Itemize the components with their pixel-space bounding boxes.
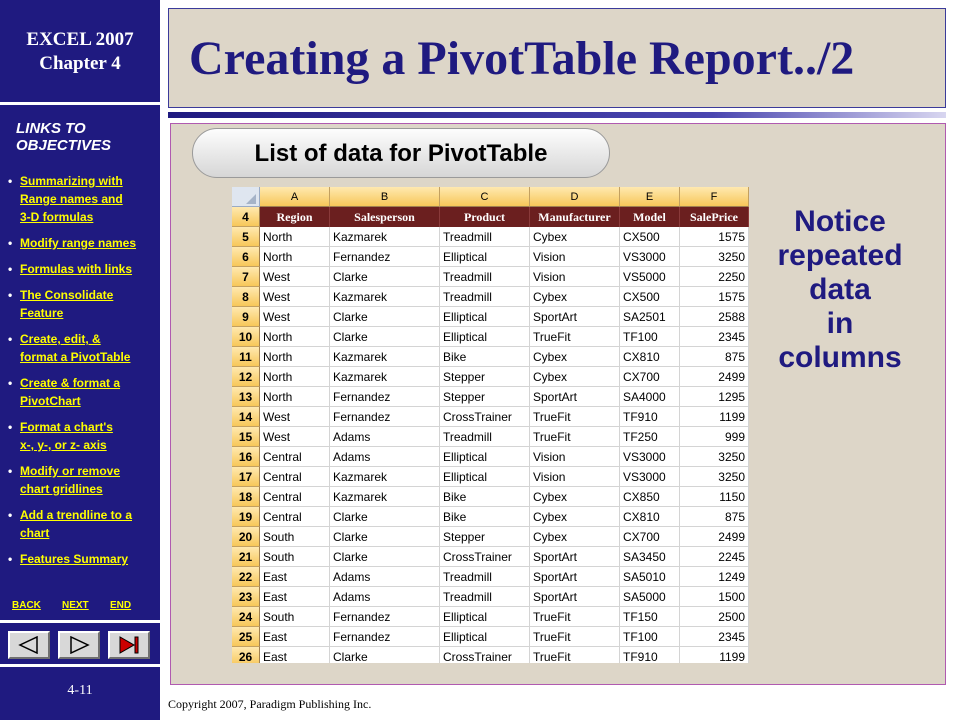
links-heading-line2: OBJECTIVES	[16, 137, 112, 154]
table-cell[interactable]: SA2501	[620, 307, 680, 327]
spreadsheet	[232, 187, 749, 663]
bullet-icon: •	[8, 174, 13, 188]
table-cell[interactable]: Clarke	[330, 547, 440, 567]
table-cell[interactable]: 1500	[680, 587, 749, 607]
row-header[interactable]: 22	[232, 567, 260, 587]
table-cell[interactable]: Stepper	[440, 367, 530, 387]
table-header-cell[interactable]: Salesperson	[330, 207, 440, 227]
table-header-cell[interactable]: Region	[260, 207, 330, 227]
table-cell[interactable]: Central	[260, 447, 330, 467]
objective-link-item	[8, 462, 158, 498]
table-cell[interactable]: Clarke	[330, 307, 440, 327]
table-cell[interactable]: Elliptical	[440, 447, 530, 467]
table-cell[interactable]: 2500	[680, 607, 749, 627]
list-caption: List of data for PivotTable	[192, 128, 610, 178]
table-cell[interactable]: Vision	[530, 267, 620, 287]
table-cell[interactable]: TrueFit	[530, 327, 620, 347]
objective-link-line2[interactable]: chart	[20, 526, 50, 540]
table-cell[interactable]: 1575	[680, 287, 749, 307]
row-header[interactable]: 20	[232, 527, 260, 547]
table-cell[interactable]: Stepper	[440, 527, 530, 547]
table-cell[interactable]: South	[260, 527, 330, 547]
table-cell[interactable]: Bike	[440, 507, 530, 527]
table-cell[interactable]: TrueFit	[530, 427, 620, 447]
table-cell[interactable]: SportArt	[530, 567, 620, 587]
table-cell[interactable]: TF250	[620, 427, 680, 447]
column-header[interactable]: C	[440, 187, 530, 207]
objective-link-line1[interactable]: Create, edit, &	[20, 332, 101, 346]
objective-link-item	[8, 550, 158, 568]
table-cell[interactable]: VS3000	[620, 247, 680, 267]
table-cell[interactable]: CX500	[620, 287, 680, 307]
table-cell[interactable]: Treadmill	[440, 267, 530, 287]
table-cell[interactable]: SA3450	[620, 547, 680, 567]
objective-link-line1[interactable]: Format a chart's	[20, 420, 113, 434]
nav-divider-top	[0, 620, 160, 623]
table-cell[interactable]: Stepper	[440, 387, 530, 407]
objective-link-item	[8, 506, 158, 542]
row-header[interactable]: 9	[232, 307, 260, 327]
objective-link-line2[interactable]: x-, y-, or z- axis	[20, 438, 107, 452]
table-cell[interactable]: Kazmarek	[330, 367, 440, 387]
table-cell[interactable]: 999	[680, 427, 749, 447]
objective-link-line2[interactable]: format a PivotTable	[20, 350, 131, 364]
table-cell[interactable]: TrueFit	[530, 407, 620, 427]
table-cell[interactable]: 2588	[680, 307, 749, 327]
next-slide-button[interactable]	[58, 631, 100, 659]
table-cell[interactable]: West	[260, 427, 330, 447]
objective-links	[8, 172, 158, 576]
table-cell[interactable]: CX700	[620, 367, 680, 387]
table-cell[interactable]: Treadmill	[440, 567, 530, 587]
table-header-cell[interactable]: SalePrice	[680, 207, 749, 227]
bullet-icon: •	[8, 552, 13, 566]
bullet-icon: •	[8, 508, 13, 522]
objective-link[interactable]	[20, 260, 158, 278]
table-cell[interactable]: North	[260, 347, 330, 367]
table-cell[interactable]: West	[260, 407, 330, 427]
page-title: Creating a PivotTable Report../2	[189, 32, 855, 85]
table-cell[interactable]: Adams	[330, 587, 440, 607]
notice-line4: in	[826, 307, 854, 340]
table-cell[interactable]: Cybex	[530, 487, 620, 507]
title-underline	[168, 112, 946, 118]
table-cell[interactable]: 1150	[680, 487, 749, 507]
links-heading-line1: LINKS TO	[16, 120, 86, 137]
table-header-cell[interactable]: Manufacturer	[530, 207, 620, 227]
table-cell[interactable]: Elliptical	[440, 327, 530, 347]
row-header[interactable]: 17	[232, 467, 260, 487]
objective-link-item	[8, 260, 158, 278]
objective-link-line1[interactable]: Summarizing with	[20, 174, 123, 188]
table-cell[interactable]: South	[260, 547, 330, 567]
table-cell[interactable]: Kazmarek	[330, 227, 440, 247]
last-slide-button[interactable]	[108, 631, 150, 659]
bullet-icon: •	[8, 420, 13, 434]
objective-link-line1[interactable]: The Consolidate	[20, 288, 114, 302]
table-cell[interactable]: Treadmill	[440, 287, 530, 307]
table-cell[interactable]: Clarke	[330, 267, 440, 287]
select-all-icon	[246, 194, 256, 204]
row-header[interactable]: 19	[232, 507, 260, 527]
table-cell[interactable]: 875	[680, 347, 749, 367]
row-header[interactable]: 11	[232, 347, 260, 367]
table-cell[interactable]: TrueFit	[530, 607, 620, 627]
table-cell[interactable]: SA5010	[620, 567, 680, 587]
copyright: Copyright 2007, Paradigm Publishing Inc.	[168, 697, 372, 711]
table-cell[interactable]: CX810	[620, 507, 680, 527]
table-cell[interactable]: VS3000	[620, 467, 680, 487]
objective-link-line1[interactable]: Modify or remove	[20, 464, 121, 478]
row-header[interactable]: 5	[232, 227, 260, 247]
objective-link[interactable]	[20, 418, 158, 454]
table-cell[interactable]: CrossTrainer	[440, 647, 530, 663]
table-cell[interactable]: Elliptical	[440, 467, 530, 487]
objective-link-item	[8, 374, 158, 410]
table-cell[interactable]: 2345	[680, 627, 749, 647]
select-all-corner[interactable]	[232, 187, 260, 207]
row-header[interactable]: 23	[232, 587, 260, 607]
sidebar-divider	[0, 102, 160, 105]
row-header[interactable]: 13	[232, 387, 260, 407]
row-header[interactable]: 26	[232, 647, 260, 663]
table-cell[interactable]: Cybex	[530, 367, 620, 387]
chapter-heading-line2: Chapter 4	[39, 53, 121, 74]
column-header[interactable]: A	[260, 187, 330, 207]
table-cell[interactable]: TF100	[620, 327, 680, 347]
table-cell[interactable]: East	[260, 587, 330, 607]
column-header[interactable]: E	[620, 187, 680, 207]
table-cell[interactable]: North	[260, 367, 330, 387]
chapter-heading	[0, 28, 160, 76]
table-cell[interactable]: North	[260, 247, 330, 267]
objective-link-line1[interactable]: Modify range names	[20, 236, 137, 250]
table-cell[interactable]: East	[260, 647, 330, 663]
page-number: 4-11	[67, 683, 93, 698]
next-link[interactable]: NEXT	[62, 600, 89, 611]
table-cell[interactable]: Elliptical	[440, 607, 530, 627]
notice-line3: data	[809, 273, 871, 306]
table-cell[interactable]: Vision	[530, 447, 620, 467]
table-cell[interactable]: Central	[260, 487, 330, 507]
table-cell[interactable]: Clarke	[330, 647, 440, 663]
table-cell[interactable]: Treadmill	[440, 427, 530, 447]
end-link[interactable]: END	[110, 600, 132, 611]
table-cell[interactable]: Adams	[330, 427, 440, 447]
sidebar	[0, 0, 160, 720]
table-cell[interactable]: 2499	[680, 367, 749, 387]
table-cell[interactable]: Kazmarek	[330, 287, 440, 307]
objective-link-item	[8, 286, 158, 322]
objective-link[interactable]	[20, 330, 158, 366]
table-cell[interactable]: TF910	[620, 407, 680, 427]
table-cell[interactable]: SportArt	[530, 307, 620, 327]
table-cell[interactable]: Fernandez	[330, 607, 440, 627]
objective-link-item	[8, 418, 158, 454]
objective-link-line2[interactable]: chart gridlines	[20, 482, 103, 496]
table-cell[interactable]: TrueFit	[530, 627, 620, 647]
table-cell[interactable]: SportArt	[530, 547, 620, 567]
table-cell[interactable]: West	[260, 307, 330, 327]
table-cell[interactable]: 2345	[680, 327, 749, 347]
table-cell[interactable]: TrueFit	[530, 647, 620, 663]
table-cell[interactable]: Central	[260, 467, 330, 487]
table-cell[interactable]: Elliptical	[440, 627, 530, 647]
back-link[interactable]: BACK	[12, 600, 41, 611]
objective-link[interactable]	[20, 374, 158, 410]
table-cell[interactable]: 3250	[680, 467, 749, 487]
objective-link[interactable]	[20, 506, 158, 542]
table-cell[interactable]: TF910	[620, 647, 680, 663]
table-cell[interactable]: Kazmarek	[330, 487, 440, 507]
table-cell[interactable]: Clarke	[330, 527, 440, 547]
objective-link-line2[interactable]: PivotChart	[20, 394, 81, 408]
table-cell[interactable]: Cybex	[530, 527, 620, 547]
table-cell[interactable]: Elliptical	[440, 307, 530, 327]
table-cell[interactable]: 2250	[680, 267, 749, 287]
table-cell[interactable]: Fernandez	[330, 247, 440, 267]
table-cell[interactable]: West	[260, 267, 330, 287]
row-header[interactable]: 18	[232, 487, 260, 507]
objective-link-line3[interactable]: 3-D formulas	[20, 210, 94, 224]
table-cell[interactable]: CX810	[620, 347, 680, 367]
title-panel	[168, 8, 946, 108]
table-cell[interactable]: Clarke	[330, 327, 440, 347]
table-cell[interactable]: East	[260, 567, 330, 587]
table-cell[interactable]: North	[260, 227, 330, 247]
bullet-icon: •	[8, 376, 13, 390]
objective-link-item	[8, 172, 158, 226]
table-cell[interactable]: Vision	[530, 467, 620, 487]
row-header[interactable]: 24	[232, 607, 260, 627]
table-cell[interactable]: SA5000	[620, 587, 680, 607]
objective-link-item	[8, 330, 158, 366]
objective-link-line1[interactable]: Add a trendline to a	[20, 508, 133, 522]
table-cell[interactable]: 2499	[680, 527, 749, 547]
table-cell[interactable]: CX850	[620, 487, 680, 507]
table-cell[interactable]: Cybex	[530, 287, 620, 307]
row-header[interactable]: 7	[232, 267, 260, 287]
table-cell[interactable]: VS5000	[620, 267, 680, 287]
table-cell[interactable]: South	[260, 607, 330, 627]
table-header-cell[interactable]: Model	[620, 207, 680, 227]
objective-link[interactable]	[20, 172, 158, 226]
table-cell[interactable]: Treadmill	[440, 587, 530, 607]
table-cell[interactable]: Kazmarek	[330, 347, 440, 367]
row-header[interactable]: 21	[232, 547, 260, 567]
next-slide-icon	[67, 636, 91, 654]
table-cell[interactable]: 2245	[680, 547, 749, 567]
objective-link-line1[interactable]: Features Summary	[20, 552, 129, 566]
objective-link-line1[interactable]: Create & format a	[20, 376, 121, 390]
table-cell[interactable]: SportArt	[530, 387, 620, 407]
notice-line1: Notice	[794, 205, 886, 238]
table-cell[interactable]: Kazmarek	[330, 467, 440, 487]
table-cell[interactable]: Clarke	[330, 507, 440, 527]
column-header[interactable]: B	[330, 187, 440, 207]
table-cell[interactable]: CX500	[620, 227, 680, 247]
table-cell[interactable]: Adams	[330, 567, 440, 587]
objective-link[interactable]	[20, 550, 158, 568]
table-cell[interactable]: SportArt	[530, 587, 620, 607]
table-cell[interactable]: 3250	[680, 447, 749, 467]
previous-slide-icon	[17, 636, 41, 654]
row-header[interactable]: 12	[232, 367, 260, 387]
objective-link-line2[interactable]: Feature	[20, 306, 64, 320]
table-cell[interactable]: TF150	[620, 607, 680, 627]
table-cell[interactable]: CX700	[620, 527, 680, 547]
table-cell[interactable]: North	[260, 387, 330, 407]
table-cell[interactable]: 1199	[680, 407, 749, 427]
row-header[interactable]: 8	[232, 287, 260, 307]
table-cell[interactable]: CrossTrainer	[440, 547, 530, 567]
row-header[interactable]: 16	[232, 447, 260, 467]
table-cell[interactable]: Cybex	[530, 227, 620, 247]
objective-link[interactable]	[20, 286, 158, 322]
links-heading	[16, 120, 156, 154]
table-cell[interactable]: Fernandez	[330, 627, 440, 647]
objective-link-line2[interactable]: Range names and	[20, 192, 123, 206]
table-cell[interactable]: TF100	[620, 627, 680, 647]
notice-line2: repeated	[777, 239, 903, 272]
row-header[interactable]: 15	[232, 427, 260, 447]
table-cell[interactable]: 3250	[680, 247, 749, 267]
table-cell[interactable]: Bike	[440, 487, 530, 507]
table-cell[interactable]: Cybex	[530, 347, 620, 367]
table-cell[interactable]: CrossTrainer	[440, 407, 530, 427]
notice-line5: columns	[778, 341, 902, 374]
previous-slide-button[interactable]	[8, 631, 50, 659]
table-cell[interactable]: Vision	[530, 247, 620, 267]
column-header[interactable]: D	[530, 187, 620, 207]
column-header[interactable]: F	[680, 187, 749, 207]
row-header[interactable]: 10	[232, 327, 260, 347]
table-cell[interactable]: East	[260, 627, 330, 647]
objective-link[interactable]	[20, 462, 158, 498]
table-cell[interactable]: 1199	[680, 647, 749, 663]
chapter-heading-line1: EXCEL 2007	[26, 29, 134, 50]
table-cell[interactable]: Adams	[330, 447, 440, 467]
notice-callout	[760, 205, 920, 375]
table-cell[interactable]: 1295	[680, 387, 749, 407]
table-cell[interactable]: North	[260, 327, 330, 347]
table-cell[interactable]: Treadmill	[440, 227, 530, 247]
table-cell[interactable]: 1575	[680, 227, 749, 247]
bullet-icon: •	[8, 332, 13, 346]
bullet-icon: •	[8, 236, 13, 250]
row-header[interactable]: 6	[232, 247, 260, 267]
bullet-icon: •	[8, 262, 13, 276]
table-cell[interactable]: SA4000	[620, 387, 680, 407]
bullet-icon: •	[8, 288, 13, 302]
table-cell[interactable]: Bike	[440, 347, 530, 367]
bullet-icon: •	[8, 464, 13, 478]
objective-link-line1[interactable]: Formulas with links	[20, 262, 133, 276]
table-cell[interactable]: Cybex	[530, 507, 620, 527]
last-slide-icon	[117, 636, 141, 654]
row-header[interactable]: 4	[232, 207, 260, 227]
table-cell[interactable]: West	[260, 287, 330, 307]
table-cell[interactable]: 1249	[680, 567, 749, 587]
table-cell[interactable]: Fernandez	[330, 387, 440, 407]
table-cell[interactable]: Elliptical	[440, 247, 530, 267]
table-cell[interactable]: VS3000	[620, 447, 680, 467]
table-cell[interactable]: Fernandez	[330, 407, 440, 427]
objective-link-item	[8, 234, 158, 252]
table-cell[interactable]: Central	[260, 507, 330, 527]
table-header-cell[interactable]: Product	[440, 207, 530, 227]
nav-divider-bottom	[0, 664, 160, 667]
objective-link[interactable]	[20, 234, 158, 252]
row-header[interactable]: 25	[232, 627, 260, 647]
row-header[interactable]: 14	[232, 407, 260, 427]
table-cell[interactable]: 875	[680, 507, 749, 527]
